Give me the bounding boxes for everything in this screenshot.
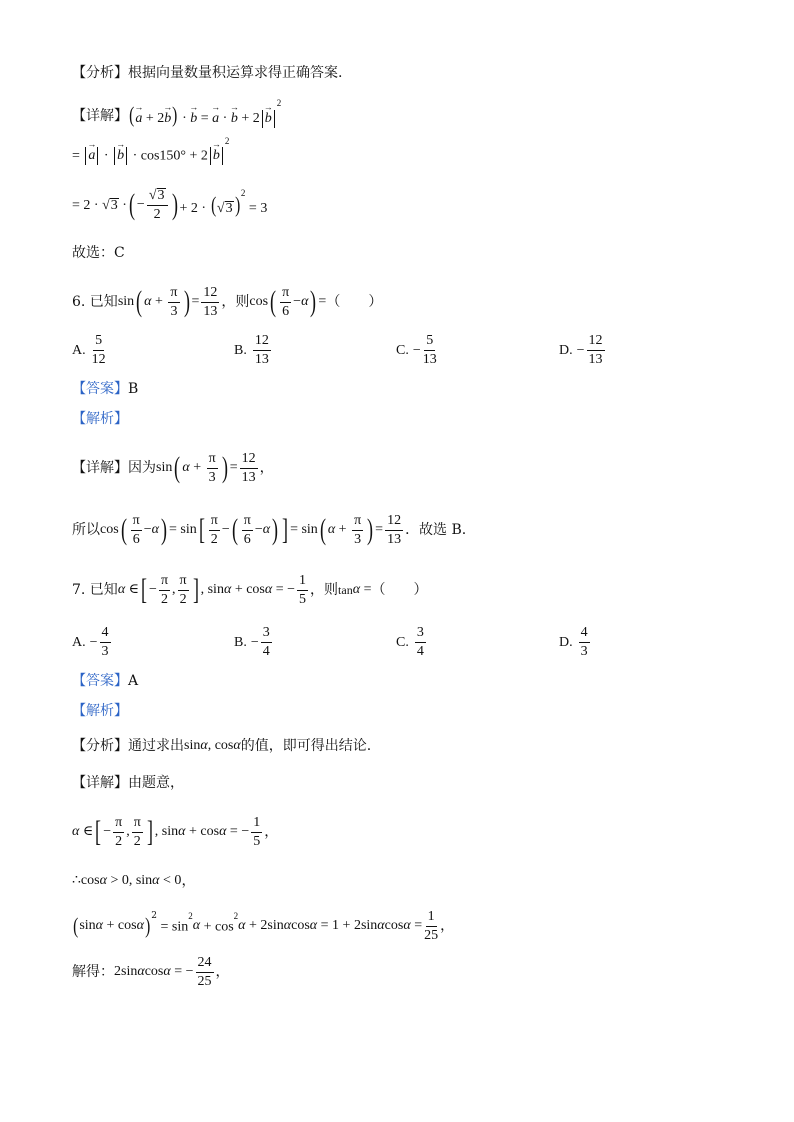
q7-option-b: B. − $\frac{3}{4}$ [234, 625, 270, 659]
q7-jiexi: 【解析】 [72, 703, 128, 719]
analysis-line-1 [72, 66, 342, 80]
q6-option-a: A. $\frac{5}{12}$ [72, 333, 106, 367]
final-choice-1: 故选：C [72, 245, 125, 261]
q7-answer: 【答案】 A [72, 673, 139, 689]
q6-option-c: C. − $\frac{5}{13}$ [396, 333, 437, 367]
q6-option-b: B. $\frac{12}{13}$ [234, 333, 269, 367]
q6-jiexi: 【解析】 [72, 411, 128, 427]
q6-derivation: 所以 cos ( $\frac{\pi}{6}$ − α ) = sin [ $\frac{\pi}{2}$ − ( $\frac{\pi}{6}$ − α ) ] = sin ( α + $\frac{\pi}{3}$ ) = $\frac{12}{13}$ ．故选 B. [72, 512, 467, 547]
q6-blank: （ ） [326, 294, 383, 310]
q7-option-a: A. − $\frac{4}{3}$ [72, 625, 109, 659]
q7-analysis: 【分析】 通过求出 sin α , cos α 的值，即可得出结论. [72, 738, 372, 754]
eq-1: (→ a + 2→ b) · → b = → a · → $b + 2\to b^2$ [128, 104, 281, 128]
q7-sign-result: ∴cos α > 0, sin α < 0 ， [72, 873, 196, 889]
question-6: 6. 已知 sin ( α + $\frac{\pi}{3}$ ) = $\frac{12}{13}$ ，则 cos ( $\frac{\pi}{6}$ − α ) = （ ） [72, 284, 383, 319]
q6-answer: 【答案】 B [72, 381, 139, 397]
q6-option-d: D. − $\frac{12}{13}$ [559, 333, 603, 367]
q7-option-d: D. $\frac{4}{3}$ [559, 625, 588, 659]
q6-number: 6. 已知 [72, 294, 118, 310]
q7-condition: α ∈ [ − $\frac{\pi}{2}$ , $\frac{\pi}{2}$ ] , sin α + cos α = − $\frac{1}{5}$ ， [72, 814, 279, 849]
eq-line-2: = → a · → $b \cdot \cos 150^\circ + 2\to b^2$ [72, 142, 229, 170]
question-7: 7. 已知 α ∈ [ − $\frac{\pi}{2}$ , $\frac{\pi}{2}$ ] , sin α + cos α = − $\frac{1}{5}$ ，则 tan α = （ ） [72, 572, 428, 607]
eq-line-3: = 2 · √ 3 · ( − √ 3 2 ) + 2 · (√ 3 )$^2$ = 3 [72, 188, 268, 222]
detail-line-1 [72, 100, 281, 132]
q7-solve: 解得： 2sin α cos α = − $\frac{24}{25}$ ， [72, 954, 230, 989]
analysis-text: 根据向量数量积运算求得正确答案. [128, 65, 343, 81]
q7-option-c: C. $\frac{3}{4}$ [396, 625, 424, 659]
q6-detail: 【详解】 因为 sin ( α + $\frac{\pi}{3}$ ) = $\frac{12}{13}$ ， [72, 450, 274, 485]
q7-detail: 【详解】 由题意， [72, 775, 184, 791]
analysis-tag: 【分析】 [72, 65, 128, 81]
q7-square: ( sin α + cos α ) $^2$ = $\sin^2$ α + $\cos^2$ α + 2sin α cos α = 1 + 2sin α cos α = $\frac{1}{25}$ ， [73, 908, 455, 943]
detail-tag: 【详解】 [72, 108, 128, 124]
